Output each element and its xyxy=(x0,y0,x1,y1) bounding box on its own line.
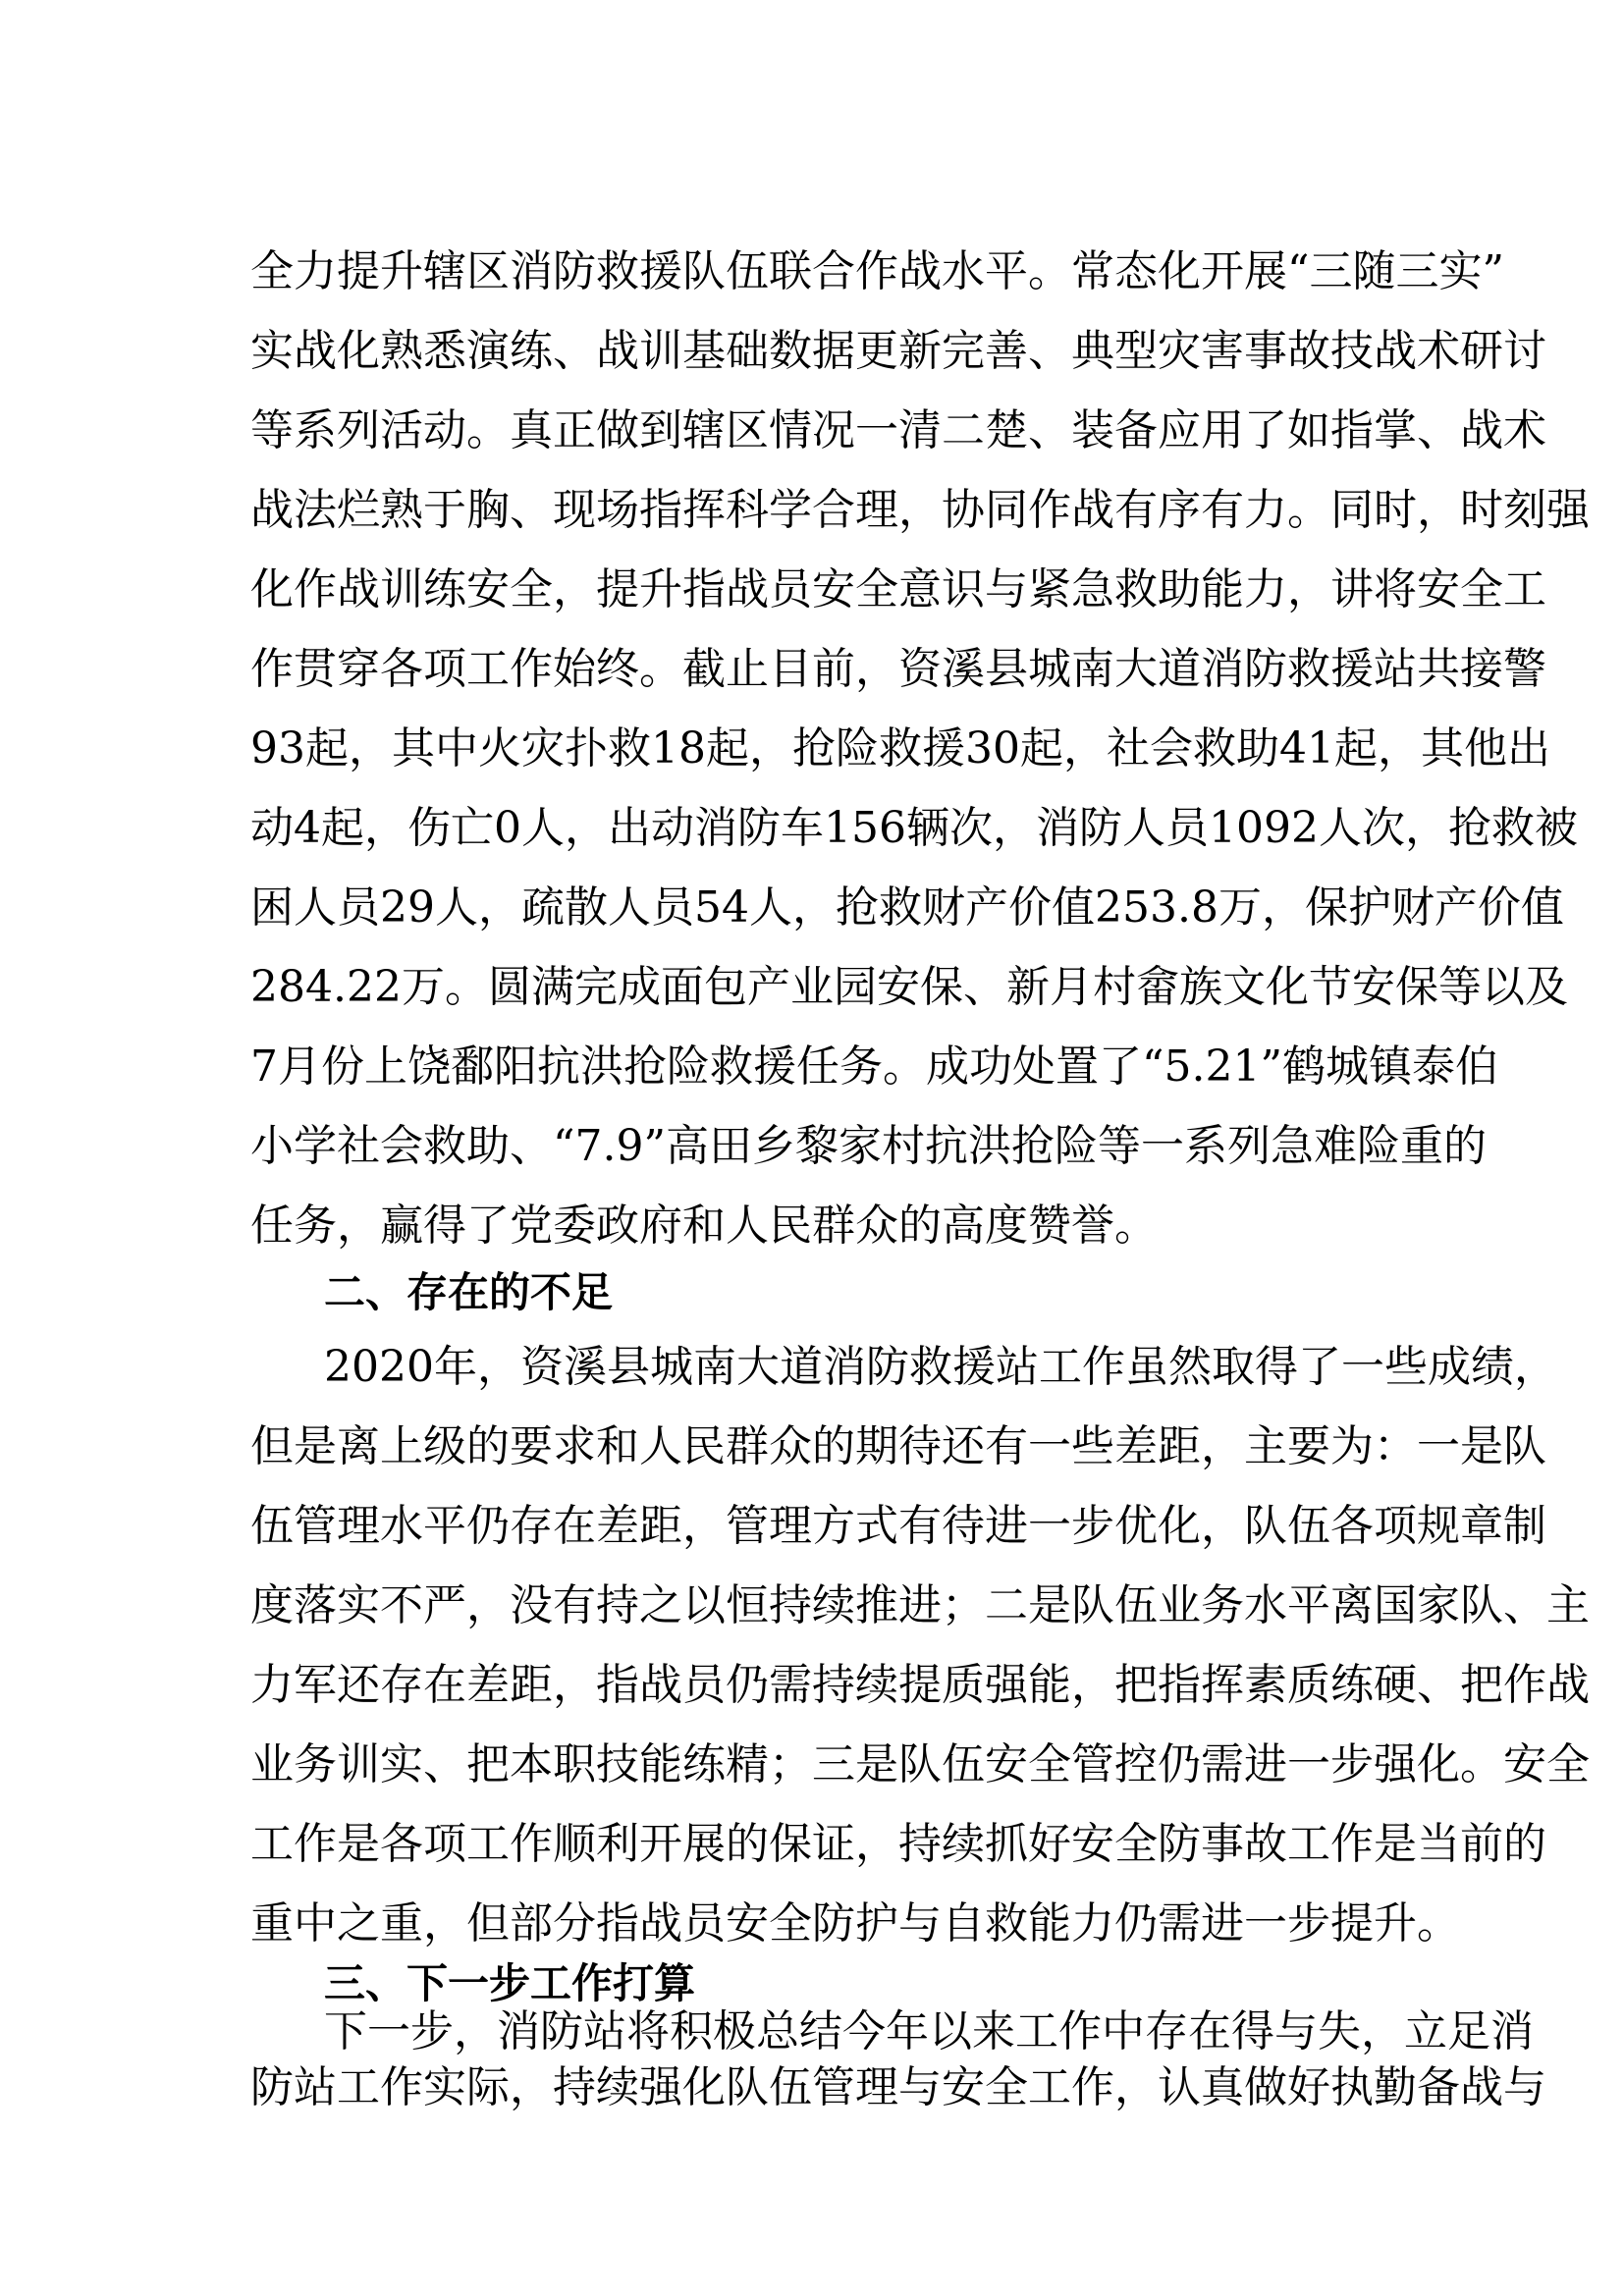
paragraph-line: 等系列活动。真正做到辖区情况一清二楚、装备应用了如指掌、战术 xyxy=(250,405,1546,455)
section-heading-shortcomings: 二、存在的不足 xyxy=(324,1268,614,1316)
paragraph-line: 度落实不严，没有持之以恒持续推进；二是队伍业务水平离国家队、主 xyxy=(250,1580,1590,1630)
paragraph-first-line: 2020年，资溪县城南大道消防救援站工作虽然取得了一些成绩， xyxy=(324,1342,1557,1392)
section-heading-next-steps: 三、下一步工作打算 xyxy=(324,1959,696,2007)
paragraph-line: 困人员29人，疏散人员54人，抢救财产价值253.8万，保护财产价值 xyxy=(250,882,1564,933)
paragraph-line: 任务，赢得了党委政府和人民群众的高度赞誉。 xyxy=(250,1201,1158,1251)
paragraph-line: 7月份上饶鄱阳抗洪抢险救援任务。成功处置了“5.21”鹤城镇泰伯 xyxy=(250,1041,1498,1092)
paragraph-line: 284.22万。圆满完成面包产业园安保、新月村畲族文化节安保等以及 xyxy=(250,962,1568,1012)
paragraph-line: 实战化熟悉演练、战训基础数据更新完善、典型灾害事故技战术研讨 xyxy=(250,326,1546,376)
paragraph-line: 93起，其中火灾扑救18起，抢险救援30起，社会救助41起，其他出 xyxy=(250,723,1550,774)
paragraph-line: 防站工作实际，持续强化队伍管理与安全工作，认真做好执勤备战与 xyxy=(250,2062,1546,2112)
paragraph-line: 伍管理水平仍存在差距，管理方式有待进一步优化，队伍各项规章制 xyxy=(250,1501,1546,1551)
paragraph-line: 工作是各项工作顺利开展的保证，持续抓好安全防事故工作是当前的 xyxy=(250,1819,1546,1869)
paragraph-line: 重中之重，但部分指战员安全防护与自救能力仍需进一步提升。 xyxy=(250,1898,1460,1949)
paragraph-line: 化作战训练安全，提升指战员安全意识与紧急救助能力，讲将安全工 xyxy=(250,564,1546,614)
paragraph-first-line: 下一步，消防站将积极总结今年以来工作中存在得与失，立足消 xyxy=(324,2006,1534,2056)
paragraph-line: 但是离上级的要求和人民群众的期待还有一些差距，主要为：一是队 xyxy=(250,1421,1546,1471)
paragraph-line: 动4起，伤亡0人，出动消防车156辆次，消防人员1092人次，抢救被 xyxy=(250,803,1578,853)
paragraph-line: 力军还存在差距，指战员仍需持续提质强能，把指挥素质练硬、把作战 xyxy=(250,1660,1590,1710)
paragraph-line: 全力提升辖区消防救援队伍联合作战水平。常态化开展“三随三实” xyxy=(250,246,1504,296)
paragraph-line: 作贯穿各项工作始终。截止目前，资溪县城南大道消防救援站共接警 xyxy=(250,644,1546,694)
paragraph-line: 小学社会救助、“7.9”高田乡黎家村抗洪抢险等一系列急难险重的 xyxy=(250,1121,1487,1171)
paragraph-line: 业务训实、把本职技能练精；三是队伍安全管控仍需进一步强化。安全 xyxy=(250,1739,1590,1789)
paragraph-line: 战法烂熟于胸、现场指挥科学合理，协同作战有序有力。同时，时刻强 xyxy=(250,485,1590,535)
